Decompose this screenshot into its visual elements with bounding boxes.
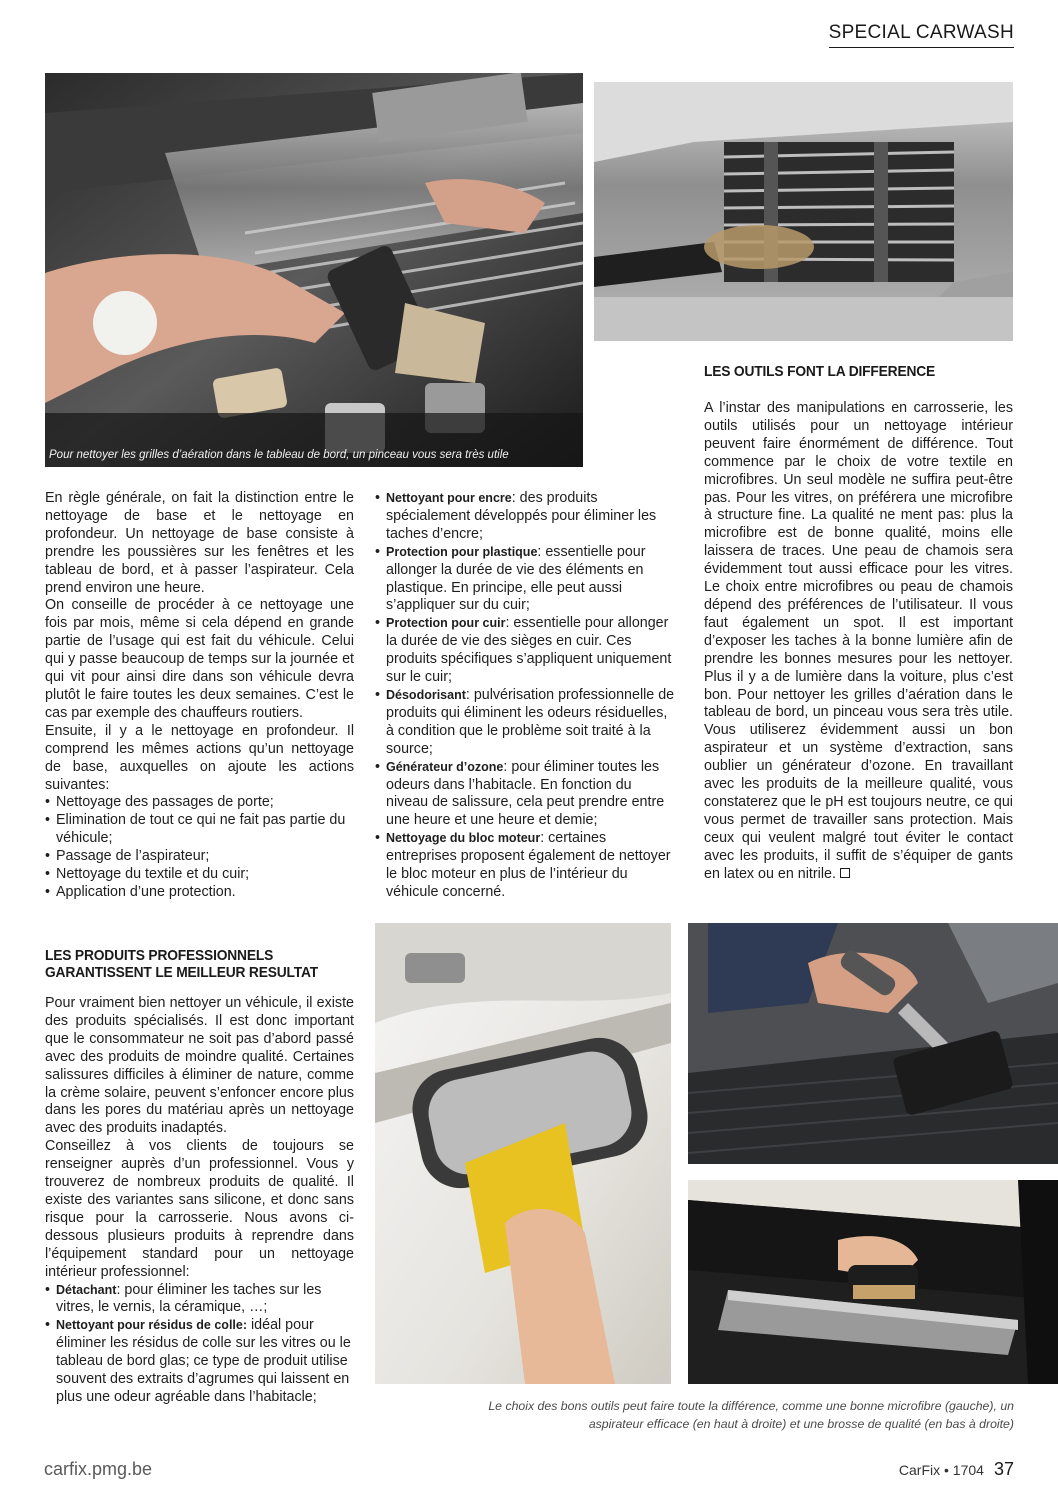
list-item: • Application d’une protection.: [45, 884, 354, 902]
intro-paragraph-2: On conseille de procéder à ce nettoyage une fois par mois, même si cela dépend en grande partie de l’usage qui est fait du véhicule. Celui qui y passe beaucoup de temps sur la journée et qui vit pour ainsi dire dans son véhicule devra plutôt le faire toutes les deux semaines. C’est le cas par exemple des chauffeurs routiers.: [45, 597, 354, 721]
intro-paragraph-3: Ensuite, il y a le nettoyage en profondeur. Il comprend les mêmes actions qu’un nettoyage de base, auxquelles on ajoute les actions suivantes:: [45, 722, 354, 793]
footer-website: carfix.pmg.be: [44, 1459, 153, 1479]
list-item: • Elimination de tout ce qui ne fait pas partie du véhicule;: [45, 812, 354, 848]
middle-column: [375, 490, 675, 902]
list-item: [375, 544, 675, 616]
photo-carpet-brush-image: [688, 1180, 1058, 1384]
right-column: [704, 400, 1013, 883]
product-term: Désodorisant: [386, 687, 466, 702]
tools-paragraph: [704, 400, 1013, 883]
product-text: idéal pour éliminer les résidus de colle sur les vitres ou le tableau de bord glas; ce type de produit utilise souvent des extraits d’agrumes qui laissent en plus une odeur agréable dans l’habitacle;: [56, 1317, 351, 1405]
list-item: [375, 759, 675, 831]
products-paragraph-1: Pour vraiment bien nettoyer un véhicule, il existe des produits spécialisés. Il est donc important que le consommateur ne soit pas d’abord passé avec des produits de moindre qualité. Certaines salissures difficiles à éliminer de nature, comme la crème solaire, peuvent s’enfoncer encore plus dans les pores du matériau après un nettoyage avec des produits inadaptés.: [45, 995, 354, 1137]
product-text: : pour éliminer les taches sur les vitres, le vernis, la céramique, …;: [56, 1281, 322, 1316]
end-of-article-icon: [840, 868, 850, 878]
footer-magazine: CarFix • 1704: [898, 1462, 984, 1478]
photo-microfibre-image: [375, 923, 671, 1384]
photo-air-vent-brush: [594, 82, 1013, 341]
photo-dashboard-brush: [45, 73, 583, 467]
photo-carpet-brush: [688, 1180, 1058, 1384]
tools-paragraph-text: A l’instar des manipulations en carrosserie, les outils utilisés pour un nettoyage intérieur peuvent faire énormément de différence. Tout commence par le choix de votre textile en microfibres. Un seul modèle ne suffira peut-être pas. Pour les vitres, on préférera une microfibre à structure fine. La qualité ne ment pas: plus la microfibre est de bonne qualité, moins elle laissera de traces. Une peau de chamois sera évidemment tout aussi efficace pour les vitres. Le choix entre microfibres ou peau de chamois dépend des préférences de l’utilisateur. Il vous faut également un spot. Il est important d’exposer les taches à la bonne lumière afin de prendre les bonnes mesures pour les nettoyer. Plus il y a de lumière dans la voiture, plus c’est bon. Pour nettoyer les grilles d’aération dans le tableau de bord, un pinceau vous sera très utile. Vous utiliserez évidemment aussi un bon aspirateur et un système d’extraction, sans oublier un générateur d’ozone. En travaillant avec les produits de la meilleure qualité, vous constaterez que le pH est toujours neutre, ce qui vous permet de travailler sans protection. Mais ceux qui veulent malgré tout éviter le contact avec les produits, il suffit de s’équiper de gants en latex ou en nitrile.: [704, 400, 1013, 882]
list-item: [375, 687, 675, 759]
product-term: Nettoyage du bloc moteur: [386, 831, 541, 846]
product-text: : pour éliminer toutes les odeurs dans l’habitacle. En fonction du niveau de salissure, cela peut prendre entre une heure et une heure et demie;: [386, 758, 665, 829]
products-list-middle: [375, 490, 675, 902]
section-title: SPECIAL CARWASH: [829, 22, 1014, 48]
list-item: [375, 615, 675, 687]
product-term: Protection pour plastique: [386, 544, 538, 559]
product-term: Protection pour cuir: [386, 616, 506, 631]
photo-microfibre: [375, 923, 671, 1384]
photos-caption: Le choix des bons outils peut faire toute la différence, comme une bonne microfibre (gauche), un aspirateur efficace (en haut à droite) et une brosse de qualité (en bas à droite): [488, 1399, 1014, 1431]
list-item: [45, 1317, 354, 1407]
intro-paragraph-1: En règle générale, on fait la distinction entre le nettoyage de base et le nettoyage en profondeur. Un nettoyage de base consiste à prendre les poussières sur les fenêtres et les tableau de bord, et à passer l’aspirateur. Cela prend environ une heure.: [45, 490, 354, 596]
list-item: • Nettoyage des passages de porte;: [45, 794, 354, 812]
list-item: • Passage de l’aspirateur;: [45, 848, 354, 866]
list-item: [375, 490, 675, 544]
product-text: : des produits spécialement développés pour éliminer les taches d’encre;: [386, 490, 657, 542]
heading-tools: LES OUTILS FONT LA DIFFERENCE: [704, 363, 936, 380]
product-term: Générateur d’ozone: [386, 759, 504, 774]
actions-list: [45, 794, 354, 901]
list-item: • Nettoyage du textile et du cuir;: [45, 866, 354, 884]
photo-vacuum-image: [688, 923, 1058, 1164]
page-number: 37: [993, 1459, 1014, 1479]
heading-products: LES PRODUITS PROFESSIONNELS GARANTISSENT LE MEILLEUR RESULTAT: [45, 947, 318, 981]
products-paragraph-2: Conseillez à vos clients de toujours se renseigner auprès d’un professionnel. Vous y trouverez de nombreux produits de qualité. Il existe des variantes sans silicone, et donc sans risque pour la carrosserie. Nous avons ci-dessous plusieurs produits à reprendre dans l’équipement standard pour un nettoyage intérieur professionnel:: [45, 1138, 354, 1280]
list-item: [45, 1282, 354, 1318]
left-column-products: [45, 995, 354, 1407]
list-item: [375, 830, 675, 902]
left-column: [45, 490, 354, 902]
product-text: : pulvérisation professionnelle de produits qui éliminent les odeurs résiduelles, à condition que le problème soit traité à la source;: [386, 686, 675, 757]
photo-caption: Pour nettoyer les grilles d’aération dans le tableau de bord, un pinceau vous sera très utile: [49, 449, 509, 461]
photo-vacuum: [688, 923, 1058, 1164]
photo-dashboard-brush-image: [45, 73, 583, 467]
footer-page-info: [899, 1459, 1014, 1480]
product-term: Détachant: [56, 1282, 117, 1297]
product-text: : certaines entreprises proposent également de nettoyer le bloc moteur en plus de l’intérieur du véhicule concerné.: [386, 830, 671, 900]
product-term: Nettoyant pour encre: [386, 491, 512, 505]
product-text: : essentielle pour allonger la durée de vie des sièges en cuir. Ces produits spécifiques s’appliquent uniquement sur le cuir;: [386, 615, 672, 686]
product-term: Nettoyant pour résidus de colle:: [56, 1318, 248, 1333]
photo-air-vent-brush-image: [594, 82, 1013, 341]
product-text: : essentielle pour allonger la durée de vie des éléments en plastique. En principe, elle peut aussi s’appliquer sur du cuir;: [386, 543, 646, 614]
products-list-left: [45, 1282, 354, 1407]
